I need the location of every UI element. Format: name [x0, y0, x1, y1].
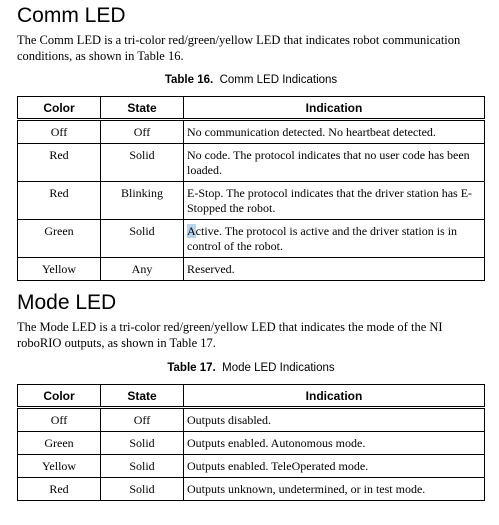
state-cell: Solid [101, 455, 184, 478]
table-row [18, 144, 485, 182]
table-row [18, 432, 485, 455]
state-cell: Solid [101, 144, 184, 182]
state-cell: Any [101, 258, 184, 281]
color-cell: Red [18, 144, 101, 182]
indication-cell: No communication detected. No heartbeat detected. [184, 120, 485, 144]
indication-cell: Outputs disabled. [184, 408, 485, 432]
color-cell: Red [18, 478, 101, 501]
indication-cell: Outputs enabled. TeleOperated mode. [184, 455, 485, 478]
table-row [18, 478, 485, 501]
indication-cell: Outputs enabled. Autonomous mode. [184, 432, 485, 455]
comm-led-intro: The Comm LED is a tri-color red/green/yellow LED that indicates robot communication conditions, as shown in Table 16. [17, 33, 461, 63]
table-row [18, 408, 485, 432]
indication-cell: Reserved. [184, 258, 485, 281]
color-cell: Off [18, 408, 101, 432]
state-cell: Off [101, 408, 184, 432]
state-cell: Solid [101, 478, 184, 501]
mode-led-intro: The Mode LED is a tri-color red/green/yellow LED that indicates the mode of the NI roboRIO outputs, as shown in Table 17. [17, 320, 443, 350]
mode-led-table [17, 384, 485, 501]
color-cell: Yellow [18, 455, 101, 478]
state-cell: Blinking [101, 182, 184, 220]
document-page [17, 0, 485, 501]
column-header-color: Color [18, 385, 101, 408]
column-header-indication: Indication [184, 97, 485, 120]
table-header-row [18, 97, 485, 120]
color-cell: Green [18, 220, 101, 258]
column-header-color: Color [18, 97, 101, 120]
table-17-title: Mode LED Indications [222, 362, 335, 374]
column-header-indication: Indication [184, 385, 485, 408]
comm-led-heading: Comm LED [17, 4, 126, 27]
indication-cell: Outputs unknown, undetermined, or in test mode. [184, 478, 485, 501]
column-header-state: State [101, 97, 184, 120]
table-16-number: Table 16. [164, 74, 214, 86]
state-cell: Solid [101, 220, 184, 258]
indication-text: ctive. The protocol is active and the driver station is in control of the robot. [187, 224, 458, 253]
color-cell: Red [18, 182, 101, 220]
color-cell: Green [18, 432, 101, 455]
state-cell: Solid [101, 432, 184, 455]
mode-led-heading: Mode LED [17, 291, 117, 314]
state-cell: Off [101, 120, 184, 144]
indication-cell: No code. The protocol indicates that no user code has been loaded. [184, 144, 485, 182]
color-cell: Off [18, 120, 101, 144]
text-cursor-selection: A [187, 224, 196, 238]
table-17-caption [17, 361, 485, 375]
color-cell: Yellow [18, 258, 101, 281]
table-16-caption [17, 73, 485, 87]
table-row [18, 220, 485, 258]
table-16-title: Comm LED Indications [219, 74, 338, 86]
table-header-row [18, 385, 485, 408]
table-row [18, 120, 485, 144]
indication-cell: E-Stop. The protocol indicates that the driver station has E-Stopped the robot. [184, 182, 485, 220]
table-17-number: Table 17. [167, 362, 216, 374]
table-row [18, 455, 485, 478]
comm-led-table [17, 96, 485, 281]
table-row [18, 182, 485, 220]
table-row [18, 258, 485, 281]
column-header-state: State [101, 385, 184, 408]
indication-cell [184, 220, 485, 258]
